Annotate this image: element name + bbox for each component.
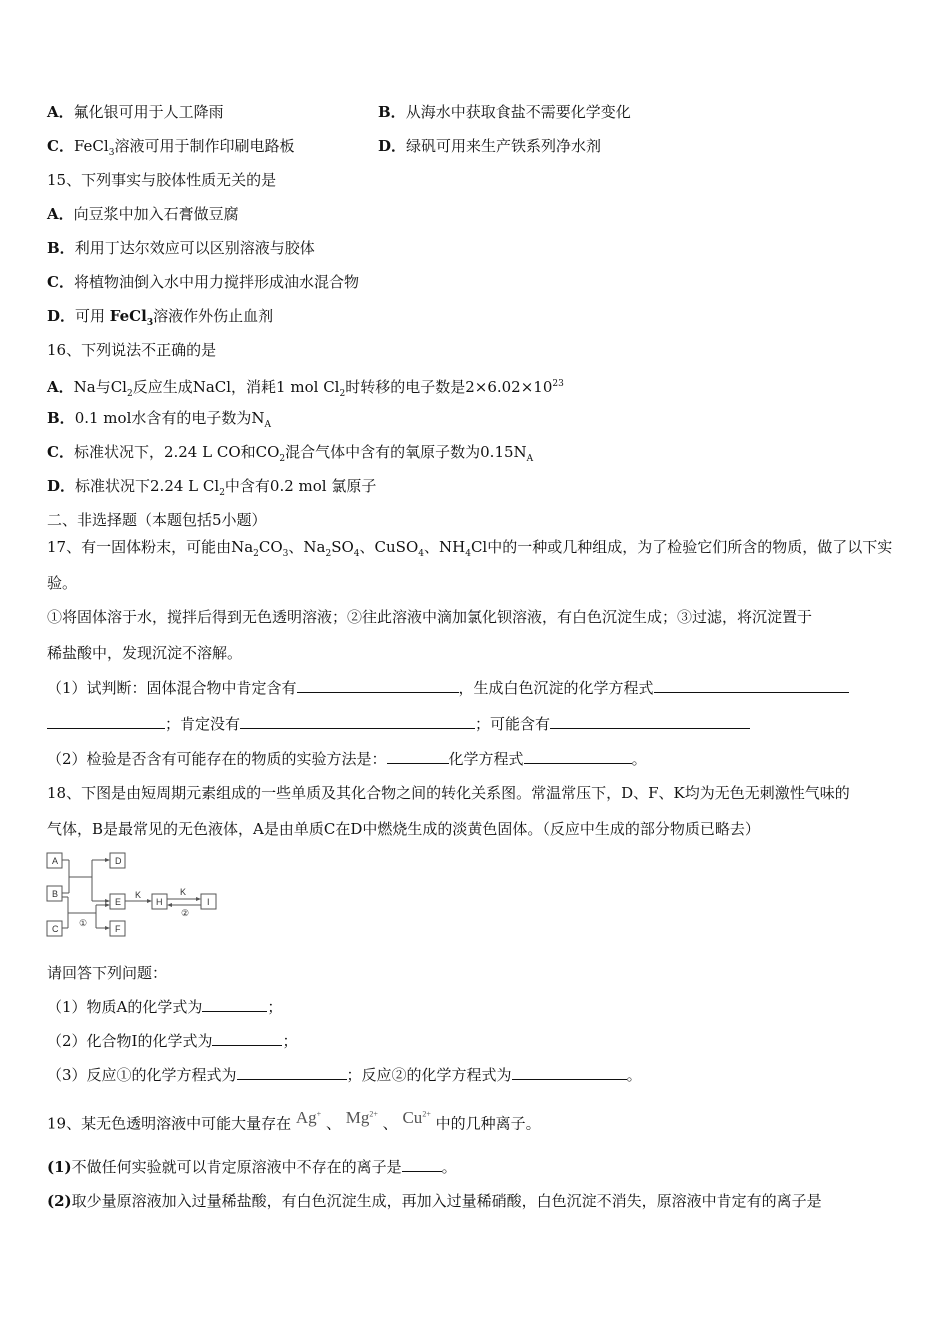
answer-blank[interactable] (524, 749, 632, 764)
q16-option-b: B．0.1 mol水含有的电子数为$N_A$ (47, 409, 271, 430)
q18-ask: 请回答下列问题： (47, 964, 168, 982)
node-e: E (115, 897, 122, 907)
q14-option-b: B．从海水中获取食盐不需要化学变化 (378, 103, 631, 121)
q19-stem: 19、某无色透明溶液中可能大量存在 Ag+ 、 $Mg^{2+}$ 、 $Cu^{2+}$ 中的几种离子。 (47, 1107, 541, 1133)
q15-option-b: B．利用丁达尔效应可以区别溶液与胶体 (47, 239, 315, 257)
node-b: B (52, 889, 59, 899)
q17-experiment-line1: ①将固体溶于水，搅拌后得到无色透明溶液；②往此溶液中滴加氯化钡溶液，有白色沉淀生成；③过滤，将沉淀置于 (47, 608, 813, 626)
ion-mg: $Mg^{2+}$ (345, 1107, 378, 1127)
label-reaction-2: ② (181, 908, 190, 918)
q15-option-c: C．将植物油倒入水中用力搅拌形成油水混合物 (47, 273, 359, 291)
node-i: I (207, 897, 210, 907)
answer-blank[interactable] (402, 1157, 442, 1172)
q15-stem: 15、下列事实与胶体性质无关的是 (47, 171, 277, 189)
q14-option-a: A．氟化银可用于人工降雨 (47, 103, 224, 121)
node-h: H (156, 897, 163, 907)
answer-blank[interactable] (654, 678, 849, 693)
ion-ag: Ag+ (295, 1107, 322, 1127)
answer-blank[interactable] (387, 749, 449, 764)
node-c: C (52, 924, 59, 934)
section-heading: 二、非选择题（本题包括5小题） (47, 511, 267, 529)
q19-part2: (2)取少量原溶液加入过量稀盐酸，有白色沉淀生成，再加入过量稀硝酸，白色沉淀不消失，原溶液中肯定有的离子是 (47, 1192, 822, 1210)
q18-stem-line2: 气体，B是最常见的无色液体，A是由单质C在D中燃烧生成的淡黄色固体。（反应中生成的部分物质已略去） (47, 820, 760, 838)
q17-part2: （2）检验是否含有可能存在的物质的实验方法是： 化学方程式 。 (47, 750, 647, 768)
node-a: A (52, 856, 59, 866)
q15-option-a: A．向豆浆中加入石膏做豆腐 (47, 205, 239, 223)
label-reaction-1: ① (79, 918, 88, 928)
q18-part1: （1）物质A的化学式为 ； (47, 998, 283, 1016)
q16-option-c: C．标准状况下，2.24 L CO和$CO_2$混合气体中含有的氧原子数为$0.15N_A$ (47, 443, 534, 464)
answer-blank[interactable] (212, 1031, 282, 1046)
q18-part3: （3）反应①的化学方程式为 ；反应②的化学方程式为 。 (47, 1066, 642, 1084)
label-k-1: K (135, 890, 142, 900)
q14-option-d: D．绿矾可用来生产铁系列净水剂 (378, 137, 602, 155)
q16-option-d: D．标准状况下2.24 L $Cl_2$中含有0.2 mol 氯原子 (47, 477, 377, 498)
answer-blank[interactable] (550, 714, 750, 729)
q14-option-c: C．FeCl$_3$溶液可用于制作印刷电路板 (47, 137, 295, 158)
answer-blank[interactable] (202, 997, 267, 1012)
node-f: F (115, 924, 121, 934)
q18-part2: （2）化合物I的化学式为 ； (47, 1032, 298, 1050)
q15-option-d: D．可用 FeCl$_3$溶液作外伤止血剂 (47, 307, 274, 328)
q17-experiment-line2: 稀盐酸中，发现沉淀不溶解。 (47, 644, 243, 662)
label-k-2: K (180, 887, 187, 897)
answer-blank[interactable] (237, 1065, 347, 1080)
q17-part1-line2: ；肯定没有 ；可能含有 (47, 714, 750, 734)
answer-blank[interactable] (512, 1065, 627, 1080)
q17-part1-line1: （1）试判断：固体混合物中肯定含有 ，生成白色沉淀的化学方程式 (47, 678, 849, 698)
answer-blank[interactable] (297, 678, 459, 693)
answer-blank[interactable] (47, 714, 165, 729)
q16-stem: 16、下列说法不正确的是 (47, 341, 217, 359)
ion-cu: $Cu^{2+}$ (402, 1107, 431, 1127)
node-d: D (115, 856, 122, 866)
q17-stem-line1: 17、有一固体粉末，可能由$Na_2CO_3$、$Na_2SO_4$、CuSO$_4$、$NH_4Cl$中的一种或几种组成，为了检验它们所含的物质，做了以下实 (47, 538, 893, 559)
q19-part1: (1)不做任何实验就可以肯定原溶液中不存在的离子是 。 (47, 1158, 457, 1176)
q16-option-a: A．Na与$Cl_2$反应生成NaCl，消耗1 mol $Cl_2$时转移的电子数是$2\times 6.02\times 10^{23}$ (47, 378, 564, 399)
answer-blank[interactable] (240, 714, 475, 729)
q17-stem-line2: 验。 (47, 574, 78, 592)
q18-stem-line1: 18、下图是由短周期元素组成的一些单质及其化合物之间的转化关系图。常温常压下，D、F、K均为无色无刺激性气味的 (47, 784, 850, 802)
reaction-diagram (44, 850, 224, 942)
